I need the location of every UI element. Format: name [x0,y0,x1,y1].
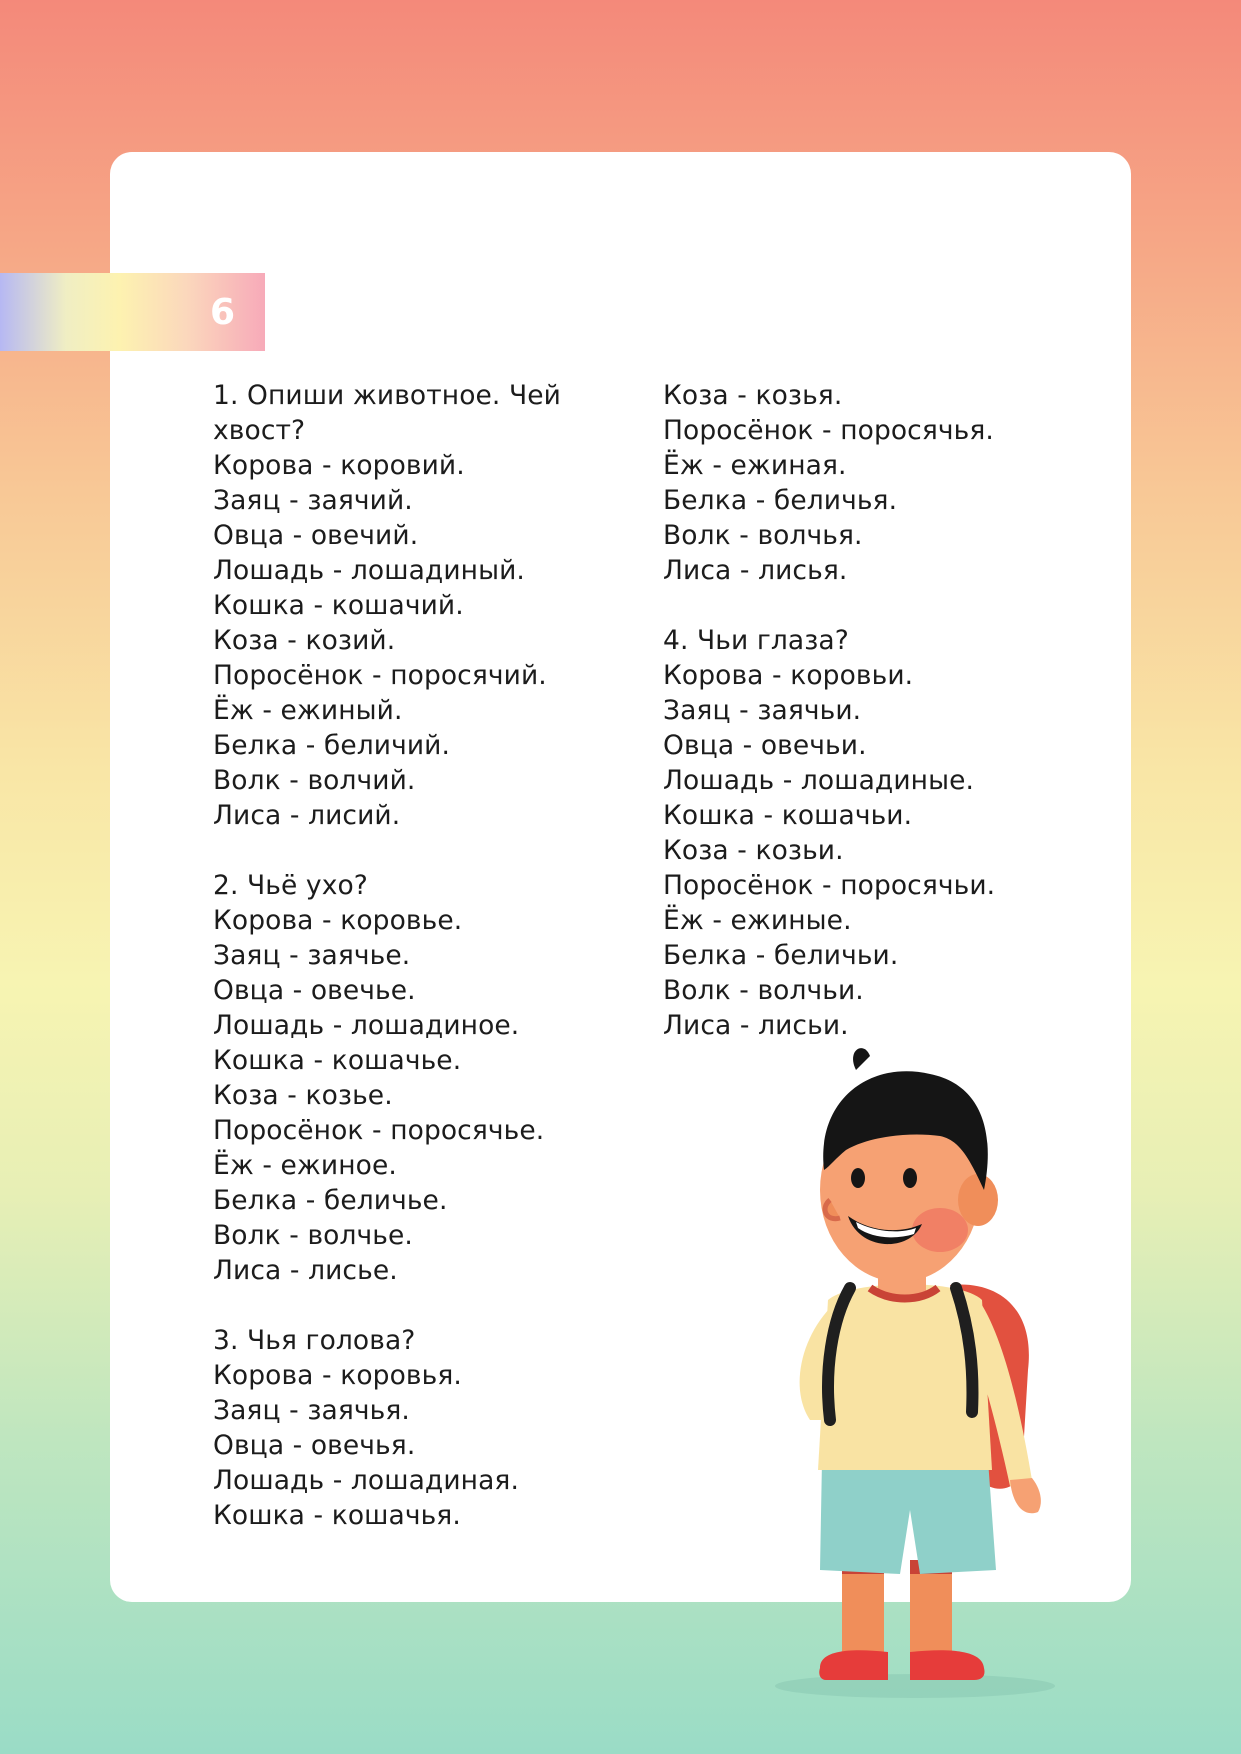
list-item: Волк - волчьи. [663,975,864,1006]
section-3-head-continued [663,378,1103,588]
right-shoe [910,1650,985,1680]
list-item: Кошка - кошачья. [213,1500,461,1531]
schoolboy-illustration [760,1040,1070,1720]
section-title: 4. Чьи глаза? [663,625,849,656]
list-item: Белка - беличье. [213,1185,448,1216]
list-item: Корова - коровьи. [663,660,914,691]
list-item: Коза - козьи. [663,835,844,866]
list-item: Коза - козья. [663,380,843,411]
section-4-eyes [663,623,1103,1043]
list-item: Заяц - заячье. [213,940,411,971]
list-item: Поросёнок - поросячьи. [663,870,996,901]
list-item: Заяц - заячьи. [663,695,862,726]
section-title: 2. Чьё ухо? [213,870,368,901]
list-item: Белка - беличий. [213,730,451,761]
list-item: Поросёнок - поросячий. [213,660,547,691]
list-item: Ёж - ежиные. [663,905,852,936]
cheek [912,1208,968,1252]
page-number: 6 [210,292,236,333]
list-item: Заяц - заячий. [213,485,413,516]
list-item: Ёж - ежиное. [213,1150,397,1181]
list-item: Поросёнок - поросячье. [213,1115,545,1146]
section-title: 3. Чья голова? [213,1325,416,1356]
list-item: Волк - волчий. [213,765,416,796]
list-item: Корова - коровий. [213,450,465,481]
right-hand [1010,1478,1041,1513]
list-item: Лошадь - лошадиные. [663,765,975,796]
list-item: Овца - овечье. [213,975,416,1006]
list-item: Лошадь - лошадиное. [213,1010,520,1041]
list-item: Овца - овечьи. [663,730,867,761]
ear [958,1174,998,1226]
list-item: Овца - овечья. [213,1430,416,1461]
list-item: Лиса - лисья. [663,555,848,586]
list-item: Волк - волчья. [663,520,863,551]
right-column [663,378,1103,1078]
eye-right [903,1168,917,1188]
list-item: Коза - козье. [213,1080,393,1111]
list-item: Корова - коровья. [213,1360,462,1391]
eye-left [851,1168,865,1188]
list-item: Заяц - заячья. [213,1395,410,1426]
list-item: Овца - овечий. [213,520,419,551]
list-item: Коза - козий. [213,625,396,656]
list-item: Лошадь - лошадиный. [213,555,525,586]
section-3-head [213,1323,633,1533]
list-item: Кошка - кошачьи. [663,800,913,831]
list-item: Белка - беличья. [663,485,898,516]
list-item: Лошадь - лошадиная. [213,1465,519,1496]
list-item: Лиса - лисье. [213,1255,398,1286]
left-column [213,378,633,1568]
section-2-ear [213,868,633,1288]
left-shoe [819,1650,888,1680]
list-item: Волк - волчье. [213,1220,413,1251]
list-item: Лиса - лисьи. [663,1010,849,1041]
list-item: Ёж - ежиный. [213,695,403,726]
list-item: Кошка - кошачье. [213,1045,462,1076]
section-1-tail [213,378,633,833]
list-item: Ёж - ежиная. [663,450,847,481]
section-title: 1. Опиши животное. Чей хвост? [213,380,561,446]
list-item: Кошка - кошачий. [213,590,464,621]
list-item: Лиса - лисий. [213,800,401,831]
list-item: Корова - коровье. [213,905,463,936]
list-item: Белка - беличьи. [663,940,899,971]
list-item: Поросёнок - поросячья. [663,415,994,446]
shorts [820,1460,996,1574]
